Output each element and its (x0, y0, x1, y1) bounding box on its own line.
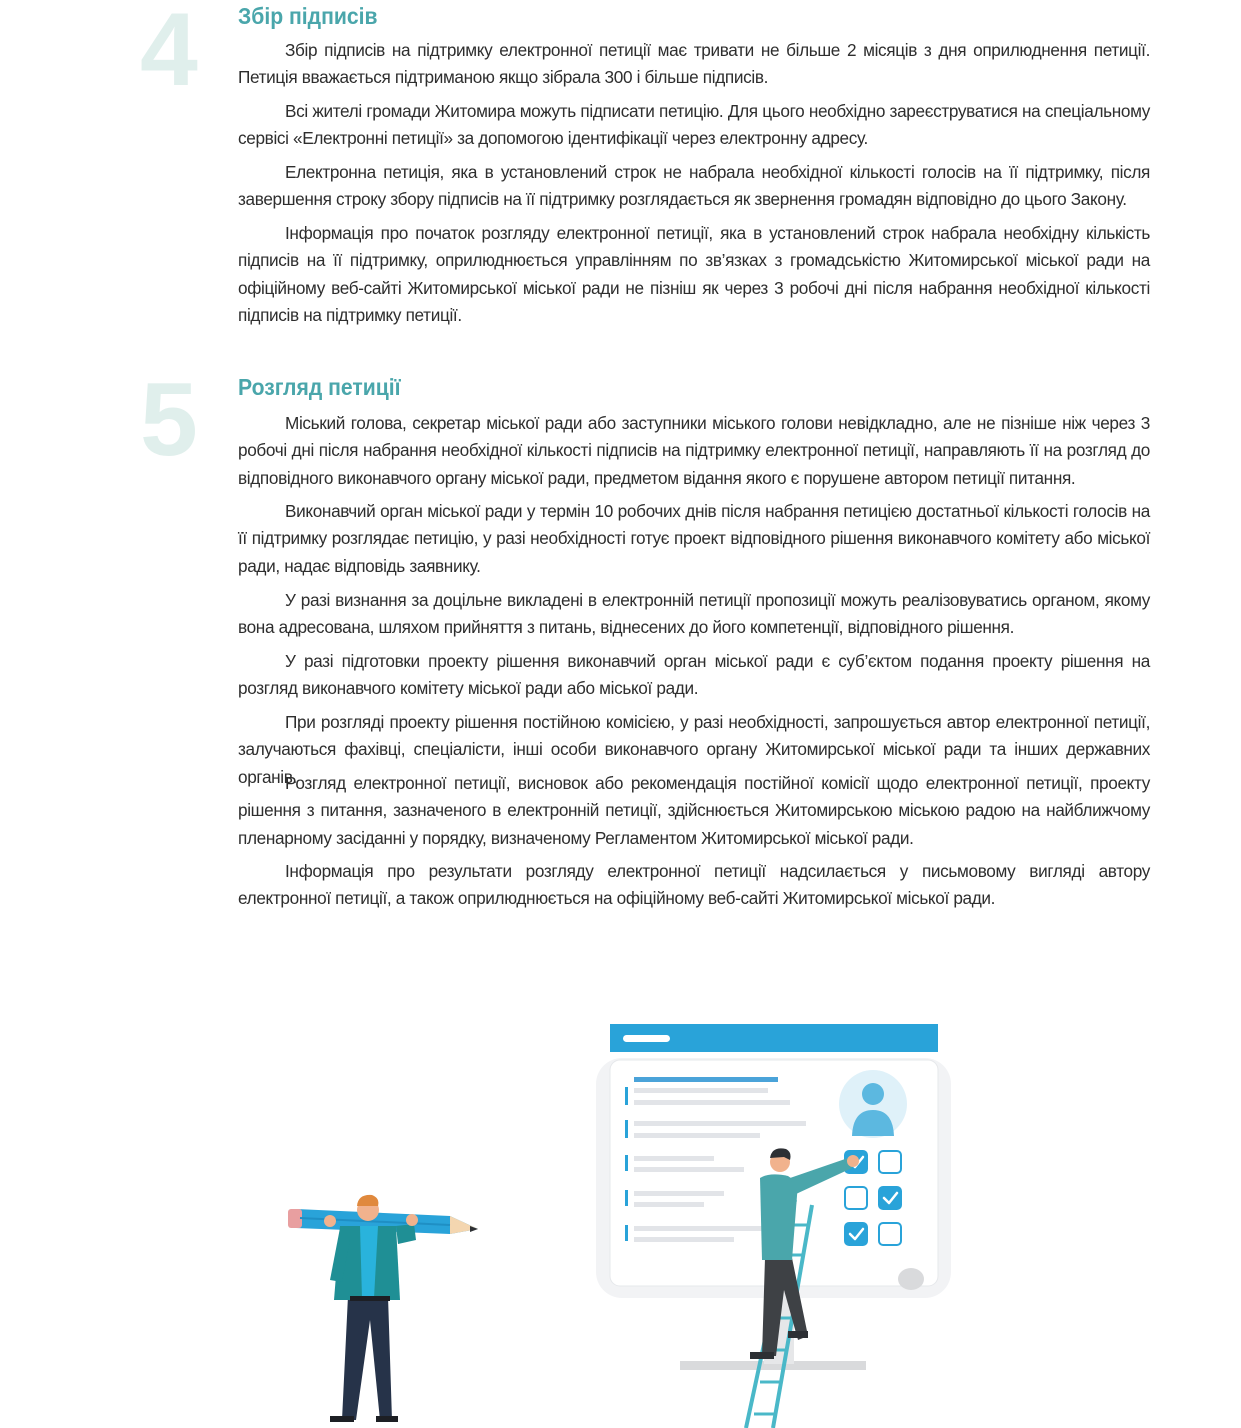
checkbox-empty-icon (879, 1151, 901, 1173)
paragraph: Міський голова, секретар міської ради або заступники міського голови невідкладно, але не пізніше ніж через 3 робочі дні після набрання необхідної кількості підписів на підтримку електронної петиції, направляють її на розгляд до відповідного виконавчого органу міської ради, предметом відання якого є порушене автором петиції питання. (238, 413, 1150, 488)
avatar-icon (839, 1070, 907, 1138)
paragraph: Розгляд електронної петиції, висновок або рекомендація постійної комісії щодо електронної петиції, проекту рішення з питання, зазначеного в електронній петиції, здійснюється Житомирською міською радою на найближчому пленарному засіданні у порядку, визначеному Регламентом Житомирської міської ради. (238, 773, 1150, 848)
paragraph: Електронна петиція, яка в установлений строк не набрала необхідної кількості голосів на її підтримку, після завершення строку збору підписів на її підтримку розглядається як звернення громадян відповідно до цього Закону. (238, 162, 1150, 210)
paragraph: Інформація про початок розгляду електронної петиції, яка в установлений строк набрала необхідну кількість підписів на її підтримку, оприлюднюється управлінням по зв’язках з громадськістю Житомирської міської ради на офіційному веб-сайті Житомирської міської ради не пізніш як через 3 робочі дні після набрання необхідної кількості підписів на підтримку петиції. (238, 223, 1150, 325)
checkbox-empty-icon (845, 1187, 867, 1209)
paragraph: У разі визнання за доцільне викладені в електронній петиції пропозиції можуть реалізовуватись органом, якому вона адресована, шляхом прийняття з питань, віднесених до його компетенції, відповідного рішення. (238, 590, 1150, 638)
paragraph: Виконавчий орган міської ради у термін 10 робочих днів після набрання петицією достатньої кількості голосів на її підтримку розглядає петицію, у разі необхідності готує проект відповідного рішення виконавчого комітету або міської ради, надає відповідь заявнику. (238, 501, 1150, 576)
paragraph: Інформація про результати розгляду електронної петиції надсилається у письмовому вигляді автору електронної петиції, а також оприлюднюється на офіційному веб-сайті Житомирської міської ради. (238, 861, 1150, 909)
checkbox-checked-icon (879, 1187, 901, 1209)
checkbox-checked-icon (845, 1223, 867, 1245)
paragraph: При розгляді проекту рішення постійною комісією, у разі необхідності, запрошується автор електронної петиції, залучаються фахівці, спеціалісти, інші особи виконавчого органу Житомирської міської ради та інших державних органів. (238, 712, 1150, 787)
paragraph: Збір підписів на підтримку електронної петиції має тривати не більше 2 місяців з дня оприлюднення петиції. Петиція вважається підтриманою якщо зібрала 300 і більше підписів. (238, 40, 1150, 88)
section-title: Збір підписів (238, 3, 378, 29)
man-with-pencil-figure (288, 1195, 478, 1422)
paragraph: Всі жителі громади Житомира можуть підписати петицію. Для цього необхідно зареєструватися на спеціальному сервісі «Електронні петиції» за допомогою ідентифікації через електронну адресу. (238, 101, 1150, 149)
paragraph: У разі підготовки проекту рішення виконавчий орган міської ради є суб’єктом подання проекту рішення на розгляд виконавчого комітету міської ради або міської ради. (238, 651, 1150, 699)
section-number: 4 (140, 0, 196, 108)
checkbox-empty-icon (879, 1223, 901, 1245)
section-title: Розгляд петиції (238, 374, 401, 400)
section-number: 5 (140, 362, 196, 478)
